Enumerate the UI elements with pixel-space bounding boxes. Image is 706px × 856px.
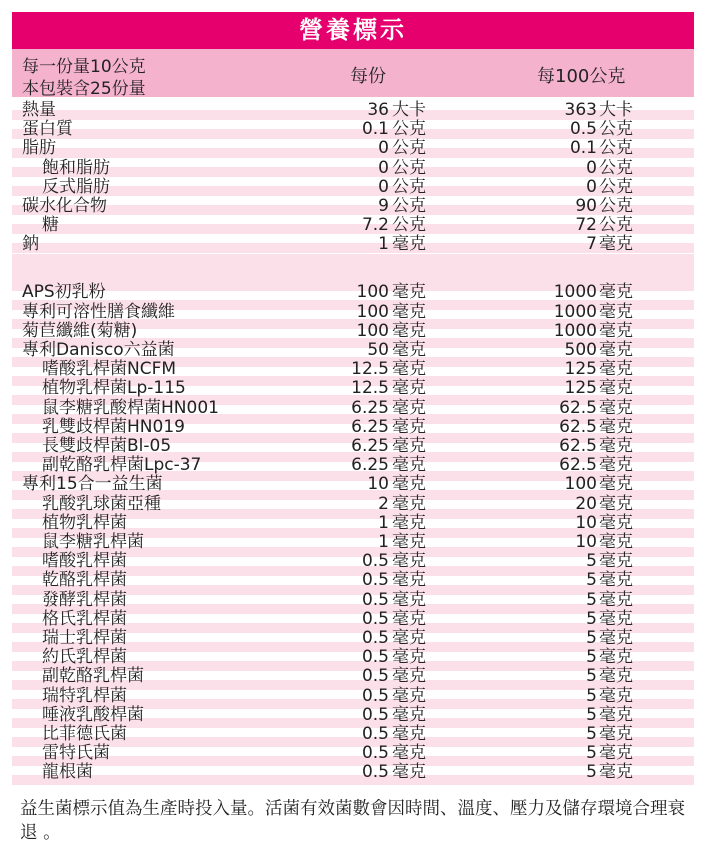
nutrient-name: 格氏乳桿菌 xyxy=(42,608,127,629)
per-100g-unit: 公克 xyxy=(599,176,633,197)
per-100g-value: 10 xyxy=(575,512,597,533)
per-100g-unit: 毫克 xyxy=(599,359,633,380)
nutrient-table xyxy=(12,101,694,789)
nutrient-row xyxy=(12,744,694,763)
nutrient-name: 瑞特乳桿菌 xyxy=(42,685,127,706)
per-100g-unit: 毫克 xyxy=(599,551,633,572)
per-100g-unit: 毫克 xyxy=(599,666,633,687)
per-100g-value: 363 xyxy=(564,100,597,120)
nutrient-name: 唾液乳酸桿菌 xyxy=(42,704,144,725)
per-100g-value: 5 xyxy=(586,551,597,572)
nutrient-name: 乾酪乳桿菌 xyxy=(42,570,127,591)
per-100g-value: 1000 xyxy=(553,320,597,341)
per-100g-unit: 毫克 xyxy=(599,340,633,360)
per-serving-unit: 毫克 xyxy=(392,282,426,303)
per-serving-value: 50 xyxy=(367,340,389,360)
per-100g-value: 1000 xyxy=(553,301,597,322)
per-serving-unit: 公克 xyxy=(392,157,426,178)
per-100g-value: 0 xyxy=(586,176,597,197)
nutrient-name: 飽和脂肪 xyxy=(42,157,110,178)
per-serving-unit: 公克 xyxy=(392,119,426,140)
nutrient-name: 乳酸乳球菌亞種 xyxy=(42,493,161,514)
per-serving-unit: 毫克 xyxy=(392,436,426,456)
nutrient-row xyxy=(12,571,694,590)
nutrient-name: 副乾酪乳桿菌 xyxy=(42,666,144,687)
per-100g-value: 0.5 xyxy=(569,119,597,140)
per-100g-value: 5 xyxy=(586,704,597,725)
per-100g-value: 1000 xyxy=(553,282,597,303)
per-100g-unit: 公克 xyxy=(599,196,633,216)
per-100g-value: 7 xyxy=(586,234,597,255)
nutrient-row xyxy=(12,763,694,782)
per-serving-unit: 毫克 xyxy=(392,666,426,687)
per-serving-value: 12.5 xyxy=(351,378,389,399)
per-serving-value: 6.25 xyxy=(351,397,389,418)
per-serving-value: 0 xyxy=(378,176,389,197)
per-serving-unit: 毫克 xyxy=(392,570,426,591)
per-100g-value: 5 xyxy=(586,743,597,764)
label-title: 營養標示 xyxy=(12,12,694,49)
nutrient-row xyxy=(12,235,694,254)
per-100g-value: 62.5 xyxy=(559,436,597,456)
per-serving-header: 每份 xyxy=(350,66,386,87)
per-100g-value: 5 xyxy=(586,589,597,610)
nutrient-name: 嗜酸乳桿菌NCFM xyxy=(42,359,177,380)
per-100g-value: 5 xyxy=(586,762,597,783)
per-100g-unit: 毫克 xyxy=(599,743,633,764)
per-serving-value: 0.5 xyxy=(361,570,389,591)
per-100g-value: 62.5 xyxy=(559,397,597,418)
nutrient-row xyxy=(12,303,694,322)
per-100g-value: 20 xyxy=(575,493,597,514)
nutrient-name: 植物乳桿菌 xyxy=(42,512,127,533)
nutrient-name: 嗜酸乳桿菌 xyxy=(42,551,127,572)
per-100g-unit: 公克 xyxy=(599,138,633,159)
nutrient-name: 瑞士乳桿菌 xyxy=(42,628,127,648)
per-serving-unit: 毫克 xyxy=(392,551,426,572)
per-100g-unit: 毫克 xyxy=(599,301,633,322)
per-serving-value: 6.25 xyxy=(351,436,389,456)
nutrient-row xyxy=(12,139,694,158)
nutrient-name: 發酵乳桿菌 xyxy=(42,589,127,610)
per-serving-unit: 毫克 xyxy=(392,455,426,476)
nutrient-name: 專利可溶性膳食纖維 xyxy=(22,301,175,322)
per-serving-value: 0.5 xyxy=(361,724,389,744)
per-serving-unit: 公克 xyxy=(392,196,426,216)
per-serving-unit: 毫克 xyxy=(392,762,426,783)
per-100g-unit: 公克 xyxy=(599,119,633,140)
per-serving-unit: 公克 xyxy=(392,176,426,197)
per-serving-value: 36 xyxy=(367,100,389,120)
nutrient-name: 糖 xyxy=(42,215,59,236)
per-serving-value: 0.5 xyxy=(361,589,389,610)
serving-size: 每一份量10公克 xyxy=(22,57,146,77)
nutrient-row xyxy=(12,120,694,139)
nutrient-name: 碳水化合物 xyxy=(22,196,107,216)
per-serving-unit: 毫克 xyxy=(392,301,426,322)
nutrient-name: 植物乳桿菌Lp-115 xyxy=(42,378,186,399)
per-100g-unit: 毫克 xyxy=(599,762,633,783)
per-serving-value: 1 xyxy=(378,512,389,533)
per-serving-unit: 大卡 xyxy=(392,100,426,120)
per-serving-unit: 毫克 xyxy=(392,416,426,437)
nutrient-row xyxy=(12,591,694,610)
per-serving-value: 10 xyxy=(367,474,389,495)
per-100g-unit: 毫克 xyxy=(599,628,633,648)
per-100g-unit: 毫克 xyxy=(599,493,633,514)
per-serving-value: 2 xyxy=(378,493,389,514)
nutrient-row xyxy=(12,101,694,120)
per-serving-unit: 毫克 xyxy=(392,628,426,648)
per-100g-value: 5 xyxy=(586,628,597,648)
nutrient-name: 龍根菌 xyxy=(42,762,93,783)
per-100g-unit: 毫克 xyxy=(599,397,633,418)
nutrient-name: APS初乳粉 xyxy=(22,282,106,303)
per-100g-value: 125 xyxy=(564,359,597,380)
per-100g-unit: 毫克 xyxy=(599,512,633,533)
per-serving-value: 1 xyxy=(378,234,389,255)
per-serving-value: 0.5 xyxy=(361,743,389,764)
per-100g-value: 62.5 xyxy=(559,416,597,437)
nutrient-name: 脂肪 xyxy=(22,138,56,159)
nutrient-row xyxy=(12,379,694,398)
nutrient-row xyxy=(12,283,694,302)
per-100g-value: 5 xyxy=(586,570,597,591)
per-serving-value: 0.5 xyxy=(361,551,389,572)
nutrient-name: 鼠李糖乳桿菌 xyxy=(42,532,144,552)
nutrient-row xyxy=(12,533,694,552)
per-100g-value: 10 xyxy=(575,532,597,552)
servings-per-package: 本包裝含25份量 xyxy=(22,79,146,99)
per-100g-unit: 毫克 xyxy=(599,570,633,591)
per-serving-value: 0.5 xyxy=(361,628,389,648)
per-serving-unit: 毫克 xyxy=(392,397,426,418)
per-serving-unit: 毫克 xyxy=(392,512,426,533)
nutrient-row xyxy=(12,552,694,571)
nutrient-name: 鈉 xyxy=(22,234,39,255)
per-100g-unit: 毫克 xyxy=(599,474,633,495)
nutrient-row xyxy=(12,475,694,494)
per-serving-value: 0.1 xyxy=(361,119,389,140)
nutrient-name: 副乾酪乳桿菌Lpc-37 xyxy=(42,455,202,476)
nutrient-row xyxy=(12,418,694,437)
nutrient-row xyxy=(12,495,694,514)
per-100g-unit: 毫克 xyxy=(599,378,633,399)
per-serving-value: 0.5 xyxy=(361,704,389,725)
nutrient-row xyxy=(12,456,694,475)
per-serving-unit: 毫克 xyxy=(392,532,426,552)
nutrient-row xyxy=(12,514,694,533)
nutrient-name: 約氏乳桿菌 xyxy=(42,647,127,668)
per-100g-value: 500 xyxy=(564,340,597,360)
per-serving-unit: 毫克 xyxy=(392,340,426,360)
per-serving-value: 9 xyxy=(378,196,389,216)
nutrient-row xyxy=(12,648,694,667)
nutrient-row xyxy=(12,341,694,360)
per-serving-unit: 毫克 xyxy=(392,589,426,610)
section-separator xyxy=(12,254,694,282)
per-serving-unit: 毫克 xyxy=(392,647,426,668)
per-100g-unit: 毫克 xyxy=(599,647,633,668)
per-serving-value: 0.5 xyxy=(361,647,389,668)
per-serving-unit: 毫克 xyxy=(392,608,426,629)
per-100g-value: 5 xyxy=(586,608,597,629)
nutrient-name: 熱量 xyxy=(22,100,56,120)
nutrient-row xyxy=(12,399,694,418)
nutrient-name: 雷特氏菌 xyxy=(42,743,110,764)
per-serving-unit: 毫克 xyxy=(392,474,426,495)
per-100g-unit: 毫克 xyxy=(599,685,633,706)
nutrient-name: 蛋白質 xyxy=(22,119,73,140)
per-100g-unit: 毫克 xyxy=(599,704,633,725)
per-serving-value: 0 xyxy=(378,138,389,159)
nutrient-name: 菊苣纖維(菊糖) xyxy=(22,320,138,341)
nutrient-row xyxy=(12,629,694,648)
per-serving-value: 100 xyxy=(356,320,389,341)
per-100g-unit: 毫克 xyxy=(599,416,633,437)
per-serving-unit: 毫克 xyxy=(392,704,426,725)
per-100g-unit: 大卡 xyxy=(599,100,633,120)
nutrient-row xyxy=(12,159,694,178)
per-serving-value: 0.5 xyxy=(361,608,389,629)
nutrient-row xyxy=(12,610,694,629)
per-100g-unit: 毫克 xyxy=(599,532,633,552)
per-serving-unit: 毫克 xyxy=(392,685,426,706)
nutrient-row xyxy=(12,197,694,216)
per-100g-value: 125 xyxy=(564,378,597,399)
per-serving-unit: 毫克 xyxy=(392,359,426,380)
per-serving-unit: 毫克 xyxy=(392,320,426,341)
nutrient-row xyxy=(12,687,694,706)
per-100g-unit: 毫克 xyxy=(599,455,633,476)
nutrient-name: 長雙歧桿菌Bl-05 xyxy=(42,436,172,456)
nutrient-name: 鼠李糖乳酸桿菌HN001 xyxy=(42,397,219,418)
nutrient-name: 比菲德氏菌 xyxy=(42,724,127,744)
per-serving-value: 0.5 xyxy=(361,762,389,783)
per-100g-unit: 毫克 xyxy=(599,234,633,255)
per-100g-value: 0.1 xyxy=(569,138,597,159)
nutrient-row xyxy=(12,216,694,235)
per-100g-value: 62.5 xyxy=(559,455,597,476)
per-serving-value: 100 xyxy=(356,301,389,322)
nutrient-name: 乳雙歧桿菌HN019 xyxy=(42,416,185,437)
nutrient-row xyxy=(12,725,694,744)
nutrient-row xyxy=(12,667,694,686)
nutrient-name: 反式脂肪 xyxy=(42,176,110,197)
per-100g-unit: 毫克 xyxy=(599,724,633,744)
per-serving-value: 6.25 xyxy=(351,416,389,437)
per-100g-unit: 公克 xyxy=(599,157,633,178)
per-100g-unit: 公克 xyxy=(599,215,633,236)
per-serving-unit: 毫克 xyxy=(392,234,426,255)
nutrient-row xyxy=(12,706,694,725)
per-100g-unit: 毫克 xyxy=(599,589,633,610)
serving-header xyxy=(12,49,694,97)
per-serving-value: 12.5 xyxy=(351,359,389,380)
per-100g-unit: 毫克 xyxy=(599,320,633,341)
per-100g-value: 5 xyxy=(586,647,597,668)
per-100g-unit: 毫克 xyxy=(599,608,633,629)
per-serving-value: 100 xyxy=(356,282,389,303)
per-serving-value: 0.5 xyxy=(361,685,389,706)
per-100g-value: 72 xyxy=(575,215,597,236)
nutrient-row xyxy=(12,360,694,379)
nutrition-label xyxy=(12,12,694,789)
per-serving-unit: 公克 xyxy=(392,138,426,159)
per-serving-value: 0 xyxy=(378,157,389,178)
per-100g-value: 5 xyxy=(586,685,597,706)
per-100g-value: 0 xyxy=(586,157,597,178)
nutrient-row xyxy=(12,178,694,197)
per-serving-unit: 毫克 xyxy=(392,378,426,399)
nutrient-row xyxy=(12,437,694,456)
per-serving-value: 1 xyxy=(378,532,389,552)
per-serving-value: 6.25 xyxy=(351,455,389,476)
per-serving-unit: 毫克 xyxy=(392,493,426,514)
per-serving-unit: 公克 xyxy=(392,215,426,236)
per-100g-header: 每100公克 xyxy=(537,66,626,87)
nutrient-name: 專利Danisco六益菌 xyxy=(22,340,175,360)
probiotic-footnote: 益生菌標示值為生產時投入量。活菌有效菌數會因時間、溫度、壓力及儲存環境合理衰退 。 xyxy=(20,799,685,843)
per-100g-value: 5 xyxy=(586,724,597,744)
nutrient-row xyxy=(12,322,694,341)
per-serving-value: 7.2 xyxy=(361,215,389,236)
per-100g-value: 100 xyxy=(564,474,597,495)
per-100g-unit: 毫克 xyxy=(599,436,633,456)
nutrient-name: 專利15合一益生菌 xyxy=(22,474,163,495)
per-serving-unit: 毫克 xyxy=(392,724,426,744)
per-serving-value: 0.5 xyxy=(361,666,389,687)
per-100g-unit: 毫克 xyxy=(599,282,633,303)
per-100g-value: 5 xyxy=(586,666,597,687)
per-serving-unit: 毫克 xyxy=(392,743,426,764)
per-100g-value: 90 xyxy=(575,196,597,216)
